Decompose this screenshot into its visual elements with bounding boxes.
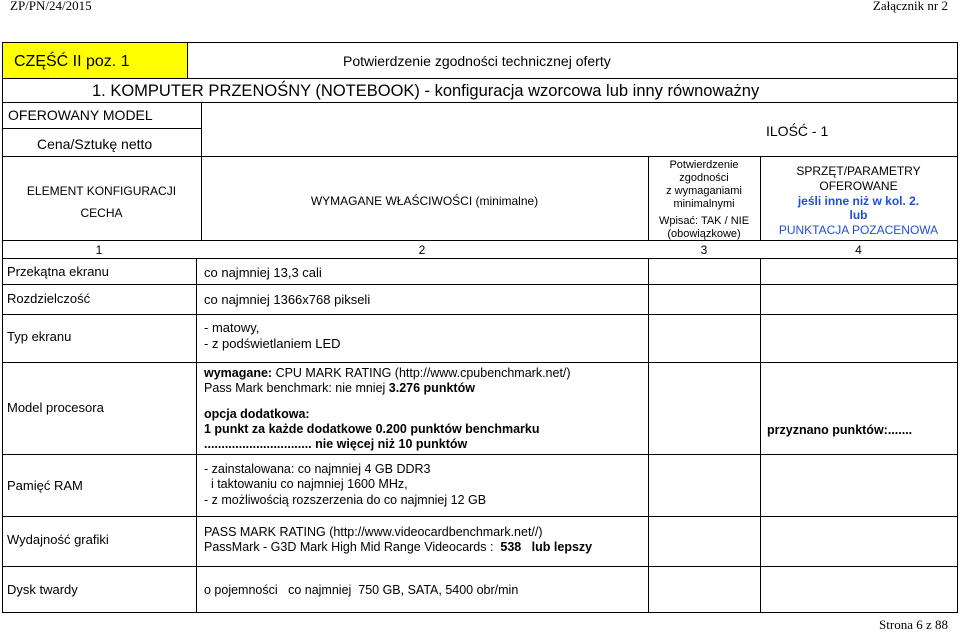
row-value-gpu-line1: PASS MARK RATING (http://www.videocardbenchmark.net//) [204, 525, 543, 539]
main-title: 1. KOMPUTER PRZENOŚNY (NOTEBOOK) - konfiguracja wzorcowa lub inny równoważny [92, 82, 760, 100]
row-value-cpu-line1 [204, 366, 571, 381]
gpu-benchmark-text: PassMark - G3D Mark High Mid Range Videocards : [204, 540, 501, 554]
col3-header-line1: Potwierdzenie [669, 159, 739, 171]
row-value-ram-line2: i taktowaniu co najmniej 1600 MHz, [204, 477, 408, 491]
col4-header-line4: lub [849, 208, 868, 222]
row-value-screen-size: co najmniej 13,3 cali [204, 265, 322, 280]
row-value-ram-line1: - zainstalowana: co najmniej 4 GB DDR3 [204, 462, 431, 476]
row-value-ram-line3: - z możliwością rozszerzenia do co najmniej 12 GB [204, 493, 487, 507]
cpu-points-field[interactable]: przyznano punktów:....... [767, 423, 913, 437]
gpu-benchmark-value: 538 lub lepszy [500, 540, 593, 554]
col4-header-line5: PUNKTACJA POZACENOWA [778, 223, 939, 237]
part-label: CZĘŚĆ II poz. 1 [14, 53, 130, 70]
row-value-screen-type-line2: - z podświetlaniem LED [204, 336, 341, 351]
col3-header-line5: Wpisać: TAK / NIE [658, 215, 750, 227]
col-number-1: 1 [95, 243, 103, 257]
col1-header-line1: ELEMENT KONFIGURACJI [26, 184, 177, 198]
col-number-3: 3 [700, 243, 708, 257]
col2-header: WYMAGANE WŁAŚCIWOŚCI (minimalne) [310, 194, 539, 208]
col-number-4: 4 [855, 243, 862, 257]
cpu-min-points: 3.276 punktów [388, 381, 475, 395]
row-label-gpu: Wydajność grafiki [7, 532, 109, 547]
row-label-screen-type: Typ ekranu [7, 329, 72, 344]
doc-reference: ZP/PN/24/2015 [10, 0, 92, 13]
row-value-cpu-line4: 1 punkt za każde dodatkowe 0.200 punktów benchmarku [204, 422, 540, 436]
row-value-cpu-line3: opcja dodatkowa: [204, 407, 310, 421]
col3-header-line3: z wymaganiami [666, 185, 742, 197]
page-number: Strona 6 z 88 [879, 617, 948, 632]
offered-model-label: OFEROWANY MODEL [8, 107, 153, 123]
price-label: Cena/Sztukę netto [37, 136, 153, 152]
col4-header-line2: OFEROWANE [819, 179, 898, 193]
row-label-screen-size: Przekątna ekranu [7, 264, 109, 279]
col3-header-line2: zgodności [679, 172, 729, 184]
row-value-cpu-line5: ............................... nie więcej niż 10 punktów [204, 437, 468, 451]
row-label-resolution: Rozdzielczość [7, 291, 91, 306]
part-title: Potwierdzenie zgodności technicznej oferty [343, 53, 611, 69]
col4-header-line3: jeśli inne niż w kol. 2. [797, 194, 920, 208]
col3-header-line4: minimalnymi [673, 198, 735, 210]
col-number-2: 2 [418, 243, 426, 257]
col4-header-line1: SPRZĘT/PARAMETRY [796, 164, 921, 178]
row-label-disk: Dysk twardy [7, 582, 78, 597]
cpu-required-label: wymagane: [204, 366, 273, 380]
row-value-disk: o pojemności co najmniej 750 GB, SATA, 5400 obr/min [204, 583, 519, 597]
attachment-label: Załącznik nr 2 [872, 0, 948, 13]
cpu-min-text: Pass Mark benchmark: nie mniej [204, 381, 389, 395]
row-value-cpu-line2 [204, 381, 475, 396]
quantity-label: ILOŚĆ - 1 [766, 123, 829, 139]
col3-header-line6: (obowiązkowe) [667, 228, 741, 240]
col1-header-line2: CECHA [80, 206, 123, 220]
row-value-resolution: co najmniej 1366x768 pikseli [204, 292, 371, 307]
row-value-screen-type-line1: - matowy, [204, 320, 260, 335]
cpu-required-text: CPU MARK RATING (http://www.cpubenchmark.net/) [272, 366, 571, 380]
row-label-cpu: Model procesora [7, 400, 104, 415]
row-value-gpu-line2 [204, 540, 592, 555]
row-label-ram: Pamięć RAM [7, 478, 83, 493]
